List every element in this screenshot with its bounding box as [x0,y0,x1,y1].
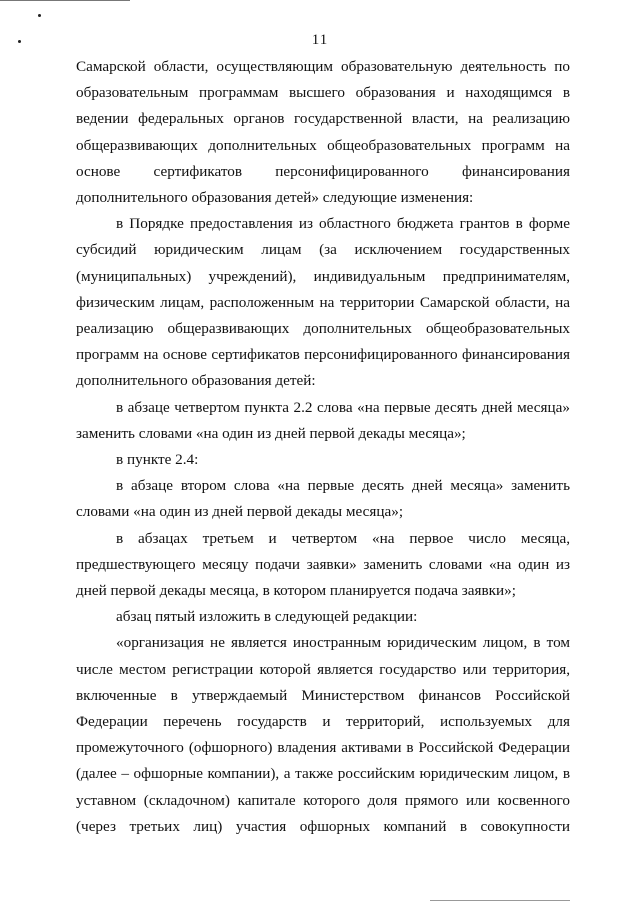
scan-edge-line [0,0,130,1]
scan-edge-line [430,900,570,901]
text-line: заменить словами «на один из дней первой декады месяца»; [76,424,466,442]
text-line: Федерации перечень государств и территорий, используемых для [76,713,570,731]
text-line: образовательным программам высшего образования и находящимся в [76,84,570,102]
text-line: дней первой декады месяца, в котором планируется подача заявки»; [76,582,516,600]
text-line: Самарской области, осуществляющим образовательную деятельность по [76,58,570,75]
text-line: ведении федеральных органов государственной власти, на реализацию [76,110,570,128]
text-line: словами «на один из дней первой декады месяца»; [76,503,404,521]
text-line: дополнительного образования детей: [76,372,316,390]
text-line: в абзацах третьем и четвертом «на первое число месяца, [116,529,570,547]
text-line: физическим лицам, расположенным на территории Самарской области, на [76,293,570,311]
text-line: включенные в утверждаемый Министерством финансов Российской [76,686,570,704]
text-line: реализацию общеразвивающих дополнительных общеобразовательных [76,320,570,338]
document-body [76,54,570,840]
page-number: 11 [311,32,329,48]
text-line: в пункте 2.4: [116,451,199,469]
text-line: основе сертификатов персонифицированного финансирования [76,162,570,180]
text-line: «организация не является иностранным юридическим лицом, в том [116,634,570,652]
text-line: абзац пятый изложить в следующей редакции: [116,608,418,626]
text-line: дополнительного образования детей» следующие изменения: [76,189,474,207]
text-line: промежуточного (офшорного) владения активами в Российской Федерации [76,739,570,757]
text-line: в абзаце втором слова «на первые десять дней месяца» заменить [116,477,570,495]
text-line: программ на основе сертификатов персонифицированного финансирования [76,346,570,364]
text-line: общеразвивающих дополнительных общеобразовательных программ на [76,136,570,154]
text-line: субсидий юридическим лицам (за исключением государственных [76,241,570,259]
scan-speck [38,14,41,17]
text-line: в абзаце четвертом пункта 2.2 слова «на первые десять дней месяца» [116,398,570,416]
text-line: (муниципальных) учреждений), индивидуальным предпринимателям, [76,267,570,285]
text-line: предшествующего месяцу подачи заявки» заменить словами «на один из [76,555,570,573]
text-line: уставном (складочном) капитале которого доля прямого или косвенного [76,791,570,809]
text-line: числе местом регистрации которой является государство или территория, [76,660,570,678]
text-line: (через третьих лиц) участия офшорных компаний в совокупности [76,817,570,835]
text-line: (далее – офшорные компании), а также российским юридическим лицом, в [76,765,570,783]
text-line: в Порядке предоставления из областного бюджета грантов в форме [116,215,570,233]
